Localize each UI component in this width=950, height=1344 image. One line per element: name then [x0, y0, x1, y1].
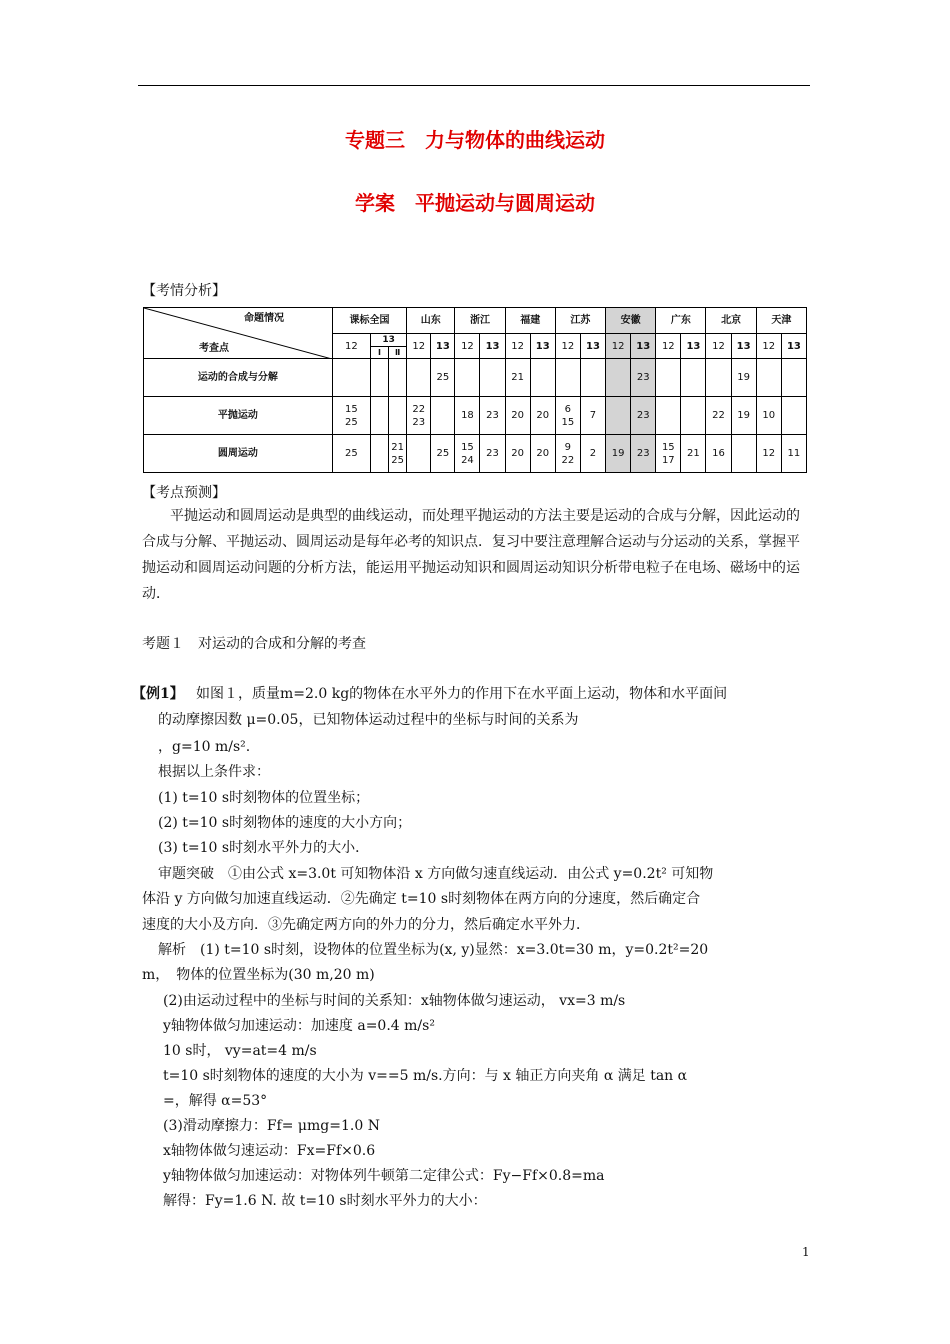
- year-cell: 13: [530, 334, 555, 359]
- topic-heading: 考题１ 对运动的合成和分解的考查: [142, 636, 366, 652]
- corner-diagonal: [144, 308, 332, 359]
- table-cell: [656, 397, 681, 435]
- table-cell: [371, 435, 389, 473]
- year-cell: 13: [480, 334, 505, 359]
- solution-line: 解析 (1) t=10 s时刻，设物体的位置坐标为(x, y)显然：x=3.0t=30 m，y=0.2t²=20: [158, 942, 709, 958]
- table-cell: [455, 359, 480, 397]
- table-cell: 20: [530, 435, 555, 473]
- table-row: [144, 359, 807, 397]
- solution-line: 解得：Fy=1.6 N. 故 t=10 s时刻水平外力的大小：: [163, 1193, 487, 1209]
- table-cell: [731, 435, 756, 473]
- region-header: 课标全国: [332, 308, 406, 334]
- table-cell: [781, 397, 806, 435]
- corner-top-label: 命题情况: [244, 313, 284, 324]
- table-cell: 23: [631, 397, 656, 435]
- table-cell: 15 17: [656, 435, 681, 473]
- section-predict-heading: 【考点预测】: [142, 485, 226, 501]
- year-cell: 13: [681, 334, 706, 359]
- table-cell: 22: [706, 397, 731, 435]
- question-line: (3) t=10 s时刻水平外力的大小．: [158, 840, 370, 856]
- solution-line: m， 物体的位置坐标为(30 m,20 m): [142, 967, 375, 983]
- year-cell: 12: [407, 334, 431, 359]
- region-header: 安徽: [606, 308, 656, 334]
- table-cell: [706, 359, 731, 397]
- example-tag: 【例1】: [132, 686, 184, 702]
- year-cell: 12: [505, 334, 530, 359]
- table-cell: 11: [781, 435, 806, 473]
- table-cell: 21: [681, 435, 706, 473]
- table-cell: 12: [756, 435, 781, 473]
- year-cell: 12: [706, 334, 731, 359]
- table-cell: 23: [480, 435, 505, 473]
- year-cell: 13: [781, 334, 806, 359]
- hint-line: 速度的大小及方向．③先确定两方向的外力的分力，然后确定水平外力．: [142, 917, 590, 933]
- table-cell: 19: [731, 397, 756, 435]
- year-cell: Ⅰ: [371, 347, 389, 359]
- table-cell: 18: [455, 397, 480, 435]
- row-label: 平抛运动: [144, 397, 333, 435]
- table-cell: 20: [530, 397, 555, 435]
- table-cell: 16: [706, 435, 731, 473]
- header-rule: [138, 85, 810, 86]
- table-cell: 25: [431, 359, 455, 397]
- table-cell: [580, 359, 605, 397]
- example-line: ，g=10 m/s².: [158, 739, 251, 755]
- year-cell: Ⅱ: [389, 347, 407, 359]
- solution-line: (3)滑动摩擦力：Ff= μmg=1.0 N: [163, 1118, 380, 1134]
- table-cell: [407, 435, 431, 473]
- table-row: [144, 435, 807, 473]
- table-cell: 15 25: [332, 397, 370, 435]
- region-header: 江苏: [555, 308, 605, 334]
- year-cell: 13: [631, 334, 656, 359]
- table-cell: 23: [480, 397, 505, 435]
- table-cell: 21 25: [389, 435, 407, 473]
- region-header: 广东: [656, 308, 706, 334]
- table-cell: [606, 359, 631, 397]
- table-cell: [606, 397, 631, 435]
- table-cell: [555, 359, 580, 397]
- hint-line: 体沿 y 方向做匀加速直线运动．②先确定 t=10 s时刻物体在两方向的分速度，然后确定合: [142, 891, 701, 907]
- table-cell: 15 24: [455, 435, 480, 473]
- year-cell: 12: [455, 334, 480, 359]
- solution-line: =，解得 α=53°: [163, 1093, 268, 1109]
- hint-line: 审题突破 ①由公式 x=3.0t 可知物体沿 x 方向做匀速直线运动．由公式 y=0.2t² 可知物: [158, 866, 714, 882]
- table-cell: 19: [606, 435, 631, 473]
- table-cell: 20: [505, 397, 530, 435]
- year-cell: 12: [606, 334, 631, 359]
- table-cell: 10: [756, 397, 781, 435]
- year-cell: 13: [731, 334, 756, 359]
- table-cell: 20: [505, 435, 530, 473]
- table-cell: 25: [332, 435, 370, 473]
- region-header: 浙江: [455, 308, 505, 334]
- solution-line: (2)由运动过程中的坐标与时间的关系知：x轴物体做匀速运动， vx=3 m/s: [163, 993, 626, 1009]
- example-line: 根据以上条件求：: [158, 764, 270, 780]
- year-cell: 13: [431, 334, 455, 359]
- table-cell: [656, 359, 681, 397]
- table-cell: [530, 359, 555, 397]
- year-cell: 12: [656, 334, 681, 359]
- predict-paragraph: 平抛运动和圆周运动是典型的曲线运动，而处理平抛运动的方法主要是运动的合成与分解，因此运动的合成与分解、平抛运动、圆周运动是每年必考的知识点．复习中要注意理解合运动与分运动的关系，掌握平抛运动和圆周运动问题的分析方法，能运用平抛运动知识和圆周运动知识分析带电粒子在电场、磁场中的运动．: [142, 508, 800, 602]
- region-header: 北京: [706, 308, 756, 334]
- table-corner-cell: [144, 308, 333, 359]
- year-cell: 12: [332, 334, 370, 359]
- table-cell: 25: [431, 435, 455, 473]
- table-cell: [480, 359, 505, 397]
- chapter-title: 专题三 力与物体的曲线运动: [345, 128, 605, 152]
- table-cell: 22 23: [407, 397, 431, 435]
- table-cell: 7: [580, 397, 605, 435]
- table-cell: [681, 359, 706, 397]
- region-header: 福建: [505, 308, 555, 334]
- row-label: 圆周运动: [144, 435, 333, 473]
- solution-line: 10 s时， vy=at=4 m/s: [163, 1043, 317, 1059]
- table-cell: [389, 397, 407, 435]
- page-number: 1: [802, 1245, 810, 1259]
- table-cell: 6 15: [555, 397, 580, 435]
- example-line: 的动摩擦因数 μ=0.05，已知物体运动过程中的坐标与时间的关系为: [158, 712, 579, 728]
- solution-line: y轴物体做匀加速运动：加速度 a=0.4 m/s²: [163, 1018, 435, 1034]
- example-line: 如图１，质量m=2.0 kg的物体在水平外力的作用下在水平面上运动，物体和水平面间: [196, 686, 728, 702]
- table-cell: 21: [505, 359, 530, 397]
- year-cell: 13: [580, 334, 605, 359]
- corner-bottom-label: 考查点: [199, 343, 229, 354]
- year-cell: 12: [756, 334, 781, 359]
- table-cell: [371, 359, 389, 397]
- question-line: (1) t=10 s时刻物体的位置坐标；: [158, 790, 370, 806]
- table-cell: [332, 359, 370, 397]
- section-analysis-heading: 【考情分析】: [142, 283, 226, 299]
- table-cell: 23: [631, 359, 656, 397]
- region-header: 天津: [756, 308, 806, 334]
- table-cell: [781, 359, 806, 397]
- question-line: (2) t=10 s时刻物体的速度的大小方向；: [158, 815, 412, 831]
- table-cell: [756, 359, 781, 397]
- table-cell: 19: [731, 359, 756, 397]
- table-cell: [407, 359, 431, 397]
- exam-stats-table: [143, 307, 807, 473]
- table-cell: [681, 397, 706, 435]
- year-cell: 12: [555, 334, 580, 359]
- table-cell: 23: [631, 435, 656, 473]
- year-cell: 13: [371, 334, 407, 347]
- table-cell: 2: [580, 435, 605, 473]
- table-cell: [371, 397, 389, 435]
- region-header: 山东: [407, 308, 455, 334]
- table-cell: [389, 359, 407, 397]
- row-label: 运动的合成与分解: [144, 359, 333, 397]
- table-cell: 9 22: [555, 435, 580, 473]
- lesson-title: 学案 平抛运动与圆周运动: [355, 191, 595, 215]
- solution-line: t=10 s时刻物体的速度的大小为 v==5 m/s.方向：与 x 轴正方向夹角 α 满足 tan α: [163, 1068, 688, 1084]
- solution-line: x轴物体做匀速运动：Fx=Ff×0.6: [163, 1143, 376, 1159]
- table-row: [144, 397, 807, 435]
- table-cell: [431, 397, 455, 435]
- solution-line: y轴物体做匀加速运动：对物体列牛顿第二定律公式：Fy−Ff×0.8=ma: [163, 1168, 605, 1184]
